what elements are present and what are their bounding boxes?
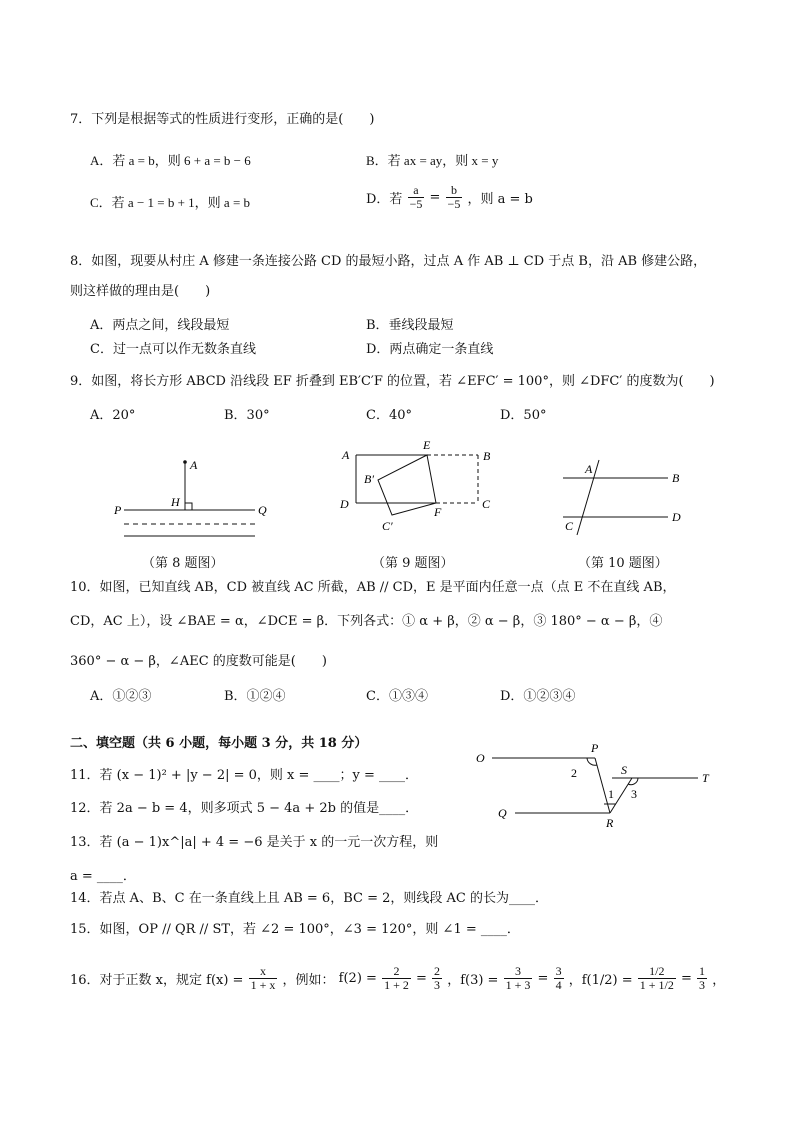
q9-option-a: A．20°	[90, 408, 136, 423]
frac-num: 3	[555, 964, 562, 978]
fig10-label-c: C	[565, 519, 574, 533]
q7-option-d-eq: =	[429, 190, 441, 205]
q16-def-frac	[249, 965, 278, 992]
fig15-label-1: 1	[608, 787, 614, 801]
q8-stem-line1: 8．如图，现要从村庄 A 修建一条连接公路 CD 的最短小路，过点 A 作 AB ⊥ CD 于点 B，沿 AB 修建公路，	[70, 254, 707, 269]
fig15-label-t: T	[702, 771, 709, 785]
frac-den: 4	[555, 978, 562, 992]
fig9-label-c: C	[482, 497, 491, 511]
fig10-label-d: D	[672, 510, 681, 524]
frac-den: 1 + 1/2	[639, 978, 674, 992]
figure-10	[555, 455, 695, 540]
fig8-label-a: A	[190, 458, 198, 472]
fig9-label-f: F	[434, 505, 442, 519]
fig15-label-r: R	[606, 816, 614, 830]
q10-option-a: A．①②③	[90, 689, 152, 704]
q16-ex2-lhs: ，f(3) =	[447, 973, 499, 988]
q16-ex-intro: ，例如：	[282, 973, 335, 988]
q16-ex1-lhs: f(2) =	[338, 971, 377, 986]
q10-stem-line3: 360° − α − β，∠AEC 的度数可能是( )	[70, 654, 327, 669]
frac-num: 2	[382, 965, 411, 979]
fig15-label-o: O	[476, 751, 485, 765]
frac-den: 3	[434, 978, 441, 992]
q15: 15．如图，OP // QR // ST，若 ∠2 = 100°，∠3 = 120°，则 ∠1 = ____．	[70, 922, 520, 937]
frac-den: 1 + 3	[505, 978, 531, 992]
fig15-label-p: P	[591, 741, 599, 755]
q8-option-c: C．过一点可以作无数条直线	[90, 342, 256, 357]
fig10-caption: （第 10 题图）	[578, 556, 668, 571]
frac-den: 3	[699, 978, 706, 992]
figure-15	[470, 738, 730, 833]
fig15-segment-pr	[595, 758, 610, 813]
q16-prefix: 16．对于正数 x，规定 f(x) =	[70, 973, 244, 988]
figure-8	[110, 450, 280, 545]
q9-option-d: D．50°	[500, 408, 547, 423]
q7-option-d-frac2	[446, 184, 463, 211]
q16-ex2-eq: =	[537, 971, 549, 986]
fig8-label-h: H	[171, 495, 180, 509]
fig9-label-a: A	[342, 448, 350, 462]
fig9-label-e: E	[423, 438, 431, 452]
frac-num: b	[446, 184, 463, 198]
q16-ex3-frac	[638, 965, 676, 992]
q8-option-d: D．两点确定一条直线	[366, 342, 494, 357]
frac-den: 1 + 2	[384, 978, 409, 992]
fig8-right-angle	[185, 503, 192, 510]
q7-option-b: B．若 ax = ay，则 x = y	[366, 153, 499, 168]
frac-num: 2	[434, 964, 441, 978]
q16-ex1-eq: =	[416, 971, 427, 986]
q8-stem-line2: 则这样做的理由是( )	[70, 284, 211, 299]
q7-option-d-frac1	[408, 184, 425, 211]
q7-option-c: C．若 a − 1 = b + 1，则 a = b	[90, 195, 251, 210]
fig9-label-cp: C′	[382, 519, 393, 533]
q16-ex1-result	[432, 965, 442, 992]
q7-option-d	[366, 184, 533, 211]
q7-option-d-prefix: D．若	[366, 192, 403, 207]
fig8-label-q: Q	[258, 503, 267, 517]
q10-stem-line2: CD，AC 上），设 ∠BAE = α，∠DCE = β．下列各式：① α + β，② α − β，③ 180° − α − β，④	[70, 614, 663, 629]
frac-num: 1/2	[638, 965, 676, 979]
fig9-label-d: D	[340, 497, 349, 511]
q16-ex3-result	[697, 965, 707, 992]
q10-option-b: B．①②④	[224, 689, 286, 704]
fig15-label-2: 2	[571, 766, 577, 780]
q9-option-b: B．30°	[224, 408, 270, 423]
q16-ex3-end: ，	[712, 973, 726, 988]
q13-line1: 13．若 (a − 1)x^|a| + 4 = −6 是关于 x 的一元一次方程，则	[70, 835, 439, 850]
fig10-label-a: A	[585, 462, 593, 476]
frac-den: 1 + x	[250, 978, 276, 992]
q8-option-a: A．两点之间，线段最短	[90, 318, 230, 333]
fig9-folded-quad	[378, 455, 436, 515]
q7-option-d-suffix: ，则 a = b	[467, 192, 533, 207]
frac-den: −5	[409, 197, 423, 211]
q12: 12．若 2a − b = 4，则多项式 5 − 4a + 2b 的值是____．	[70, 801, 419, 816]
q14: 14．若点 A、B、C 在一条直线上且 AB = 6，BC = 2，则线段 AC 的长为____．	[70, 891, 548, 906]
q8-option-b: B．垂线段最短	[366, 318, 454, 333]
q7-stem: 7．下列是根据等式的性质进行变形，正确的是( )	[70, 112, 375, 127]
section-2-heading: 二、填空题（共 6 小题，每小题 3 分，共 18 分）	[70, 736, 368, 751]
fig15-label-3: 3	[631, 787, 637, 801]
frac-num: a	[408, 184, 425, 198]
fig9-caption: （第 9 题图）	[372, 556, 454, 571]
fig9-label-bp: B′	[364, 472, 374, 486]
fig8-caption: （第 8 题图）	[142, 556, 224, 571]
q16-ex3-eq: =	[681, 971, 692, 986]
fig8-point-a	[183, 460, 187, 464]
fig15-label-q: Q	[498, 806, 507, 820]
frac-den: −5	[447, 197, 461, 211]
q10-option-c: C．①③④	[366, 689, 428, 704]
q16-ex1-frac	[382, 965, 411, 992]
fig9-label-b: B	[483, 449, 491, 463]
q16-ex2-result	[554, 965, 564, 992]
frac-num: x	[249, 965, 278, 979]
q9-stem: 9．如图，将长方形 ABCD 沿线段 EF 折叠到 EB′C′F 的位置，若 ∠EFC′ = 100°，则 ∠DFC′ 的度数为( )	[70, 374, 715, 389]
q11: 11．若 (x − 1)² + |y − 2| = 0，则 x = ____；y = ____．	[70, 768, 419, 783]
frac-num: 1	[699, 964, 706, 978]
q16	[70, 965, 725, 992]
figure-9	[330, 438, 505, 538]
fig10-label-b: B	[672, 471, 680, 485]
q9-option-c: C．40°	[366, 408, 412, 423]
fig8-label-p: P	[114, 503, 122, 517]
q16-ex3-lhs: ，f(1/2) =	[568, 973, 633, 988]
q13-line2: a = ____．	[70, 869, 136, 884]
q7-option-a: A．若 a = b，则 6 + a = b − 6	[90, 153, 251, 168]
fig15-label-s: S	[621, 763, 627, 777]
frac-num: 3	[504, 965, 533, 979]
q10-stem-line1: 10．如图，已知直线 AB，CD 被直线 AC 所截，AB // CD，E 是平面内任意一点（点 E 不在直线 AB，	[70, 580, 676, 595]
q16-ex2-frac	[504, 965, 533, 992]
q10-option-d: D．①②③④	[500, 689, 576, 704]
